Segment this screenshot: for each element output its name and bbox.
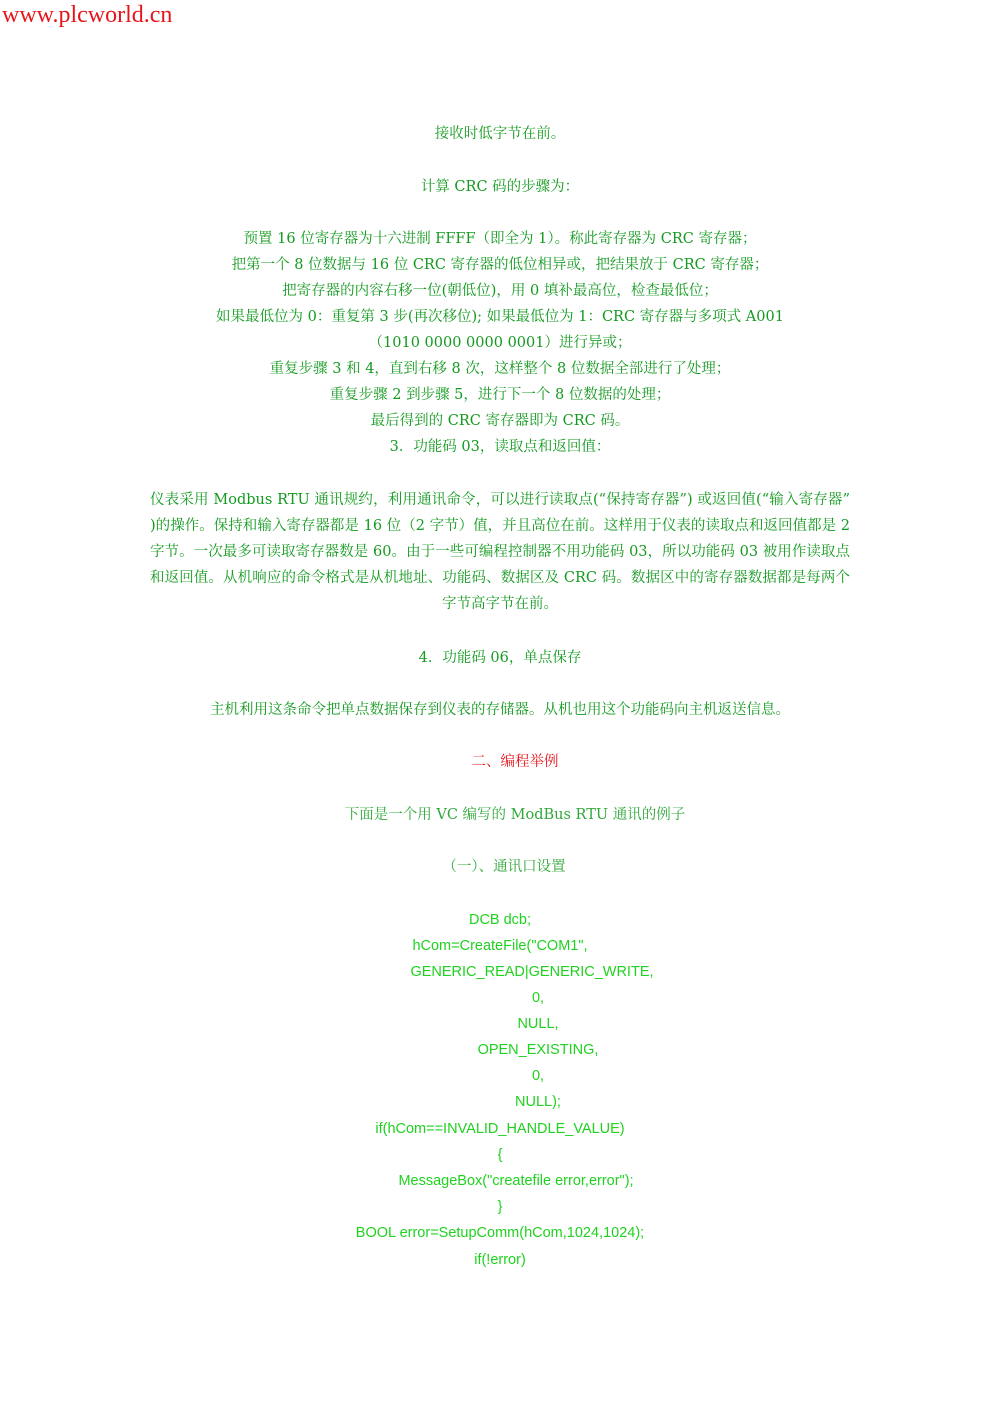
crc-step-line: 把第一个 8 位数据与 16 位 CRC 寄存器的低位相异或，把结果放于 CRC 寄存器； — [231, 257, 769, 273]
crc-step-line: 最后得到的 CRC 寄存器即为 CRC 码。 — [370, 413, 630, 429]
function-code-03-heading: 3．功能码 03，读取点和返回值： — [389, 439, 611, 455]
code-line: 0, — [531, 1068, 545, 1084]
code-line: GENERIC_READ|GENERIC_WRITE, — [410, 964, 654, 980]
example-intro: 下面是一个用 VC 编写的 ModBus RTU 通讯的例子 — [344, 807, 686, 823]
code-line: BOOL error=SetupComm(hCom,1024,1024); — [355, 1225, 645, 1241]
section-heading-programming-example: 二、编程举例 — [471, 754, 559, 770]
code-line: DCB dcb; — [468, 912, 532, 928]
code-line: NULL); — [515, 1094, 561, 1110]
function-code-06-paragraph: 主机利用这条命令把单点数据保存到仪表的存储器。从机也用这个功能码向主机返送信息。 — [210, 702, 790, 718]
code-line: NULL, — [517, 1016, 559, 1032]
code-line: OPEN_EXISTING, — [477, 1042, 599, 1058]
text-line: 接收时低字节在前。 — [434, 126, 566, 142]
crc-step-line: 把寄存器的内容右移一位(朝低位)，用 0 填补最高位，检查最低位； — [282, 283, 718, 299]
code-line: } — [497, 1199, 503, 1215]
code-line: if(hCom==INVALID_HANDLE_VALUE) — [375, 1121, 625, 1137]
crc-step-line: 重复步骤 3 和 4，直到右移 8 次，这样整个 8 位数据全部进行了处理； — [269, 361, 731, 377]
code-line: hCom=CreateFile("COM1", — [412, 938, 588, 954]
code-line: 0, — [531, 990, 545, 1006]
crc-step-line: （1010 0000 0000 0001）进行异或； — [368, 335, 632, 351]
function-code-03-paragraph: 仪表采用 Modbus RTU 通讯规约，利用通讯命令，可以进行读取点(“保持寄存器”) 或返回值(“输入寄存器” )的操作。保持和输入寄存器都是 16 位（2 字节）值，并且高位在前。这样用于仪表的读取点和返回值都是 2 字节。一次最多可读取寄存器数是 60。由于一些可编程控制器不用功能码 03，所以功能码 03 被用作读取点和返回值。从机响应的命令格式是从机地址、功能码、数据区及 CRC 码。数据区中的寄存器数据都是每两个字节高字节在前。 — [150, 492, 850, 612]
function-code-06-heading: 4．功能码 06，单点保存 — [418, 650, 582, 666]
crc-step-line: 重复步骤 2 到步骤 5，进行下一个 8 位数据的处理； — [329, 387, 671, 403]
subsection-port-settings: （一）、通讯口设置 — [442, 859, 566, 875]
code-line: if(!error) — [474, 1252, 526, 1268]
crc-step-line: 预置 16 位寄存器为十六进制 FFFF（即全为 1）。称此寄存器为 CRC 寄存器； — [243, 231, 757, 247]
crc-steps-heading: 计算 CRC 码的步骤为： — [420, 179, 580, 195]
code-line: MessageBox("createfile error,error"); — [398, 1173, 634, 1189]
code-line: { — [497, 1147, 503, 1163]
site-watermark: www.plcworld.cn — [2, 2, 173, 28]
crc-step-line: 如果最低位为 0：重复第 3 步(再次移位); 如果最低位为 1：CRC 寄存器与多项式 A001 — [216, 309, 784, 325]
